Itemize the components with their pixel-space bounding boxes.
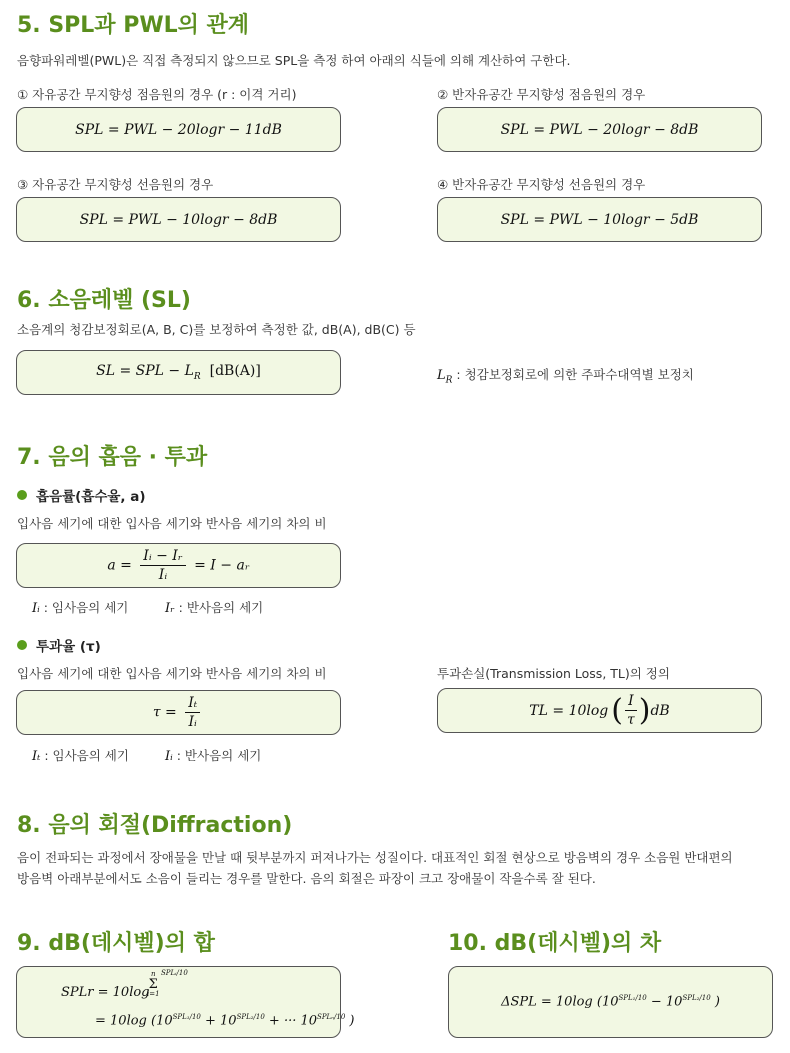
case-1-formula-box — [16, 107, 341, 152]
case-3-formula-box — [16, 197, 341, 242]
db-sum-formula-box — [16, 966, 355, 1038]
db-sum-formula-line-2: = 10log ($10^{SPL_1/10} + 10^{SPL_2/10}$ + ··· $10^{SPL_n/10}$ ) — [95, 1013, 355, 1029]
case-2-formula: SPL = PWL − 20logr − 8dB — [500, 121, 699, 138]
tl-description: 투과손실(Transmission Loss, TL)의 정의 — [437, 666, 670, 681]
transmission-description: 입사음 세기에 대한 입사음 세기와 반사음 세기의 차의 비 — [17, 666, 327, 681]
case-3-label: ③ 자유공간 무지향성 선음원의 경우 — [17, 177, 214, 192]
section-5-heading: 5. SPL과 PWL의 관계 — [17, 13, 250, 38]
section-9-heading: 9. dB(데시벨)의 합 — [17, 931, 215, 956]
db-diff-formula: ΔSPL = 10log ($10^{SPL_1/10} - 10^{SPL_2/10}$ ) — [501, 994, 720, 1010]
absorption-subheading: 흡음률(흡수율, a) — [17, 485, 146, 505]
case-4-formula-box — [437, 197, 762, 242]
section-8-line-1: 음이 전파되는 과정에서 장애물을 만날 때 뒷부분까지 퍼져나가는 성질이다. 대표적인 회절 현상으로 방음벽의 경우 소음원 반대편의 — [17, 850, 733, 865]
section-7-heading: 7. 음의 흡음 · 투과 — [17, 445, 208, 470]
bullet-icon — [17, 490, 27, 500]
section-8-heading: 8. 음의 회절(Diffraction) — [17, 813, 293, 838]
tl-formula: TL = 10log ( $\frac{I}{\tau}$ ) dB — [529, 693, 670, 728]
section-8-line-2: 방음벽 아래부분에서도 소음이 들리는 경우를 말한다. 음의 회절은 파장이 크고 장애물이 작을수록 잘 된다. — [17, 871, 596, 886]
sl-formula: SL = SPL − $L_R$ [dB(A)] — [96, 363, 261, 382]
section-10-heading: 10. dB(데시벨)의 차 — [448, 931, 662, 956]
sl-formula-box — [16, 350, 341, 395]
bullet-icon — [17, 640, 27, 650]
case-3-formula: SPL = PWL − 10logr − 8dB — [79, 211, 278, 228]
transmission-formula-box — [16, 690, 341, 735]
case-4-label: ④ 반자유공간 무지향성 선음원의 경우 — [437, 177, 646, 192]
case-2-label: ② 반자유공간 무지향성 점음원의 경우 — [437, 87, 646, 102]
section-5-description: 음향파워레벨(PWL)은 직접 측정되지 않으므로 SPL을 측정 하여 아래의 식들에 의해 계산하여 구한다. — [17, 53, 571, 68]
section-6-description: 소음계의 청감보정회로(A, B, C)를 보정하여 측정한 값, dB(A), dB(C) 등 — [17, 322, 416, 337]
sl-note: $L_R$ : 청감보정회로에 의한 주파수대역별 보정치 — [437, 367, 694, 386]
db-diff-formula-box — [448, 966, 773, 1038]
absorption-formula-box — [16, 543, 341, 588]
section-6-heading: 6. 소음레벨 (SL) — [17, 288, 191, 313]
summation-exponent: SPLᵢ/10 — [161, 969, 188, 977]
case-1-formula: SPL = PWL − 20logr − 11dB — [75, 121, 282, 138]
transmission-formula: τ = $\frac{\text{Iₜ}}{\text{Iᵢ}}$ — [153, 695, 204, 730]
transmission-subheading: 투과율 (τ) — [17, 635, 101, 655]
absorption-note-reflected: Iᵣ : 반사음의 세기 — [165, 600, 264, 616]
summation-symbol: n Σ i=1 — [147, 970, 160, 998]
tl-formula-box — [437, 688, 762, 733]
absorption-description: 입사음 세기에 대한 입사음 세기와 반사음 세기의 차의 비 — [17, 516, 327, 531]
absorption-formula: a = $\frac{\text{Iᵢ − Iᵣ}}{\text{Iᵢ}}$ = I − aᵣ — [107, 548, 250, 583]
case-4-formula: SPL = PWL − 10logr − 5dB — [500, 211, 699, 228]
transmission-note-incident: Iₜ : 임사음의 세기 — [32, 748, 129, 764]
case-2-formula-box — [437, 107, 762, 152]
transmission-note-reflected: Iᵢ : 반사음의 세기 — [165, 748, 262, 764]
absorption-note-incident: Iᵢ : 임사음의 세기 — [32, 600, 129, 616]
case-1-label: ① 자유공간 무지향성 점음원의 경우 (r : 이격 거리) — [17, 87, 297, 102]
db-sum-formula-line-1: SPLr = 10log — [61, 985, 150, 1000]
